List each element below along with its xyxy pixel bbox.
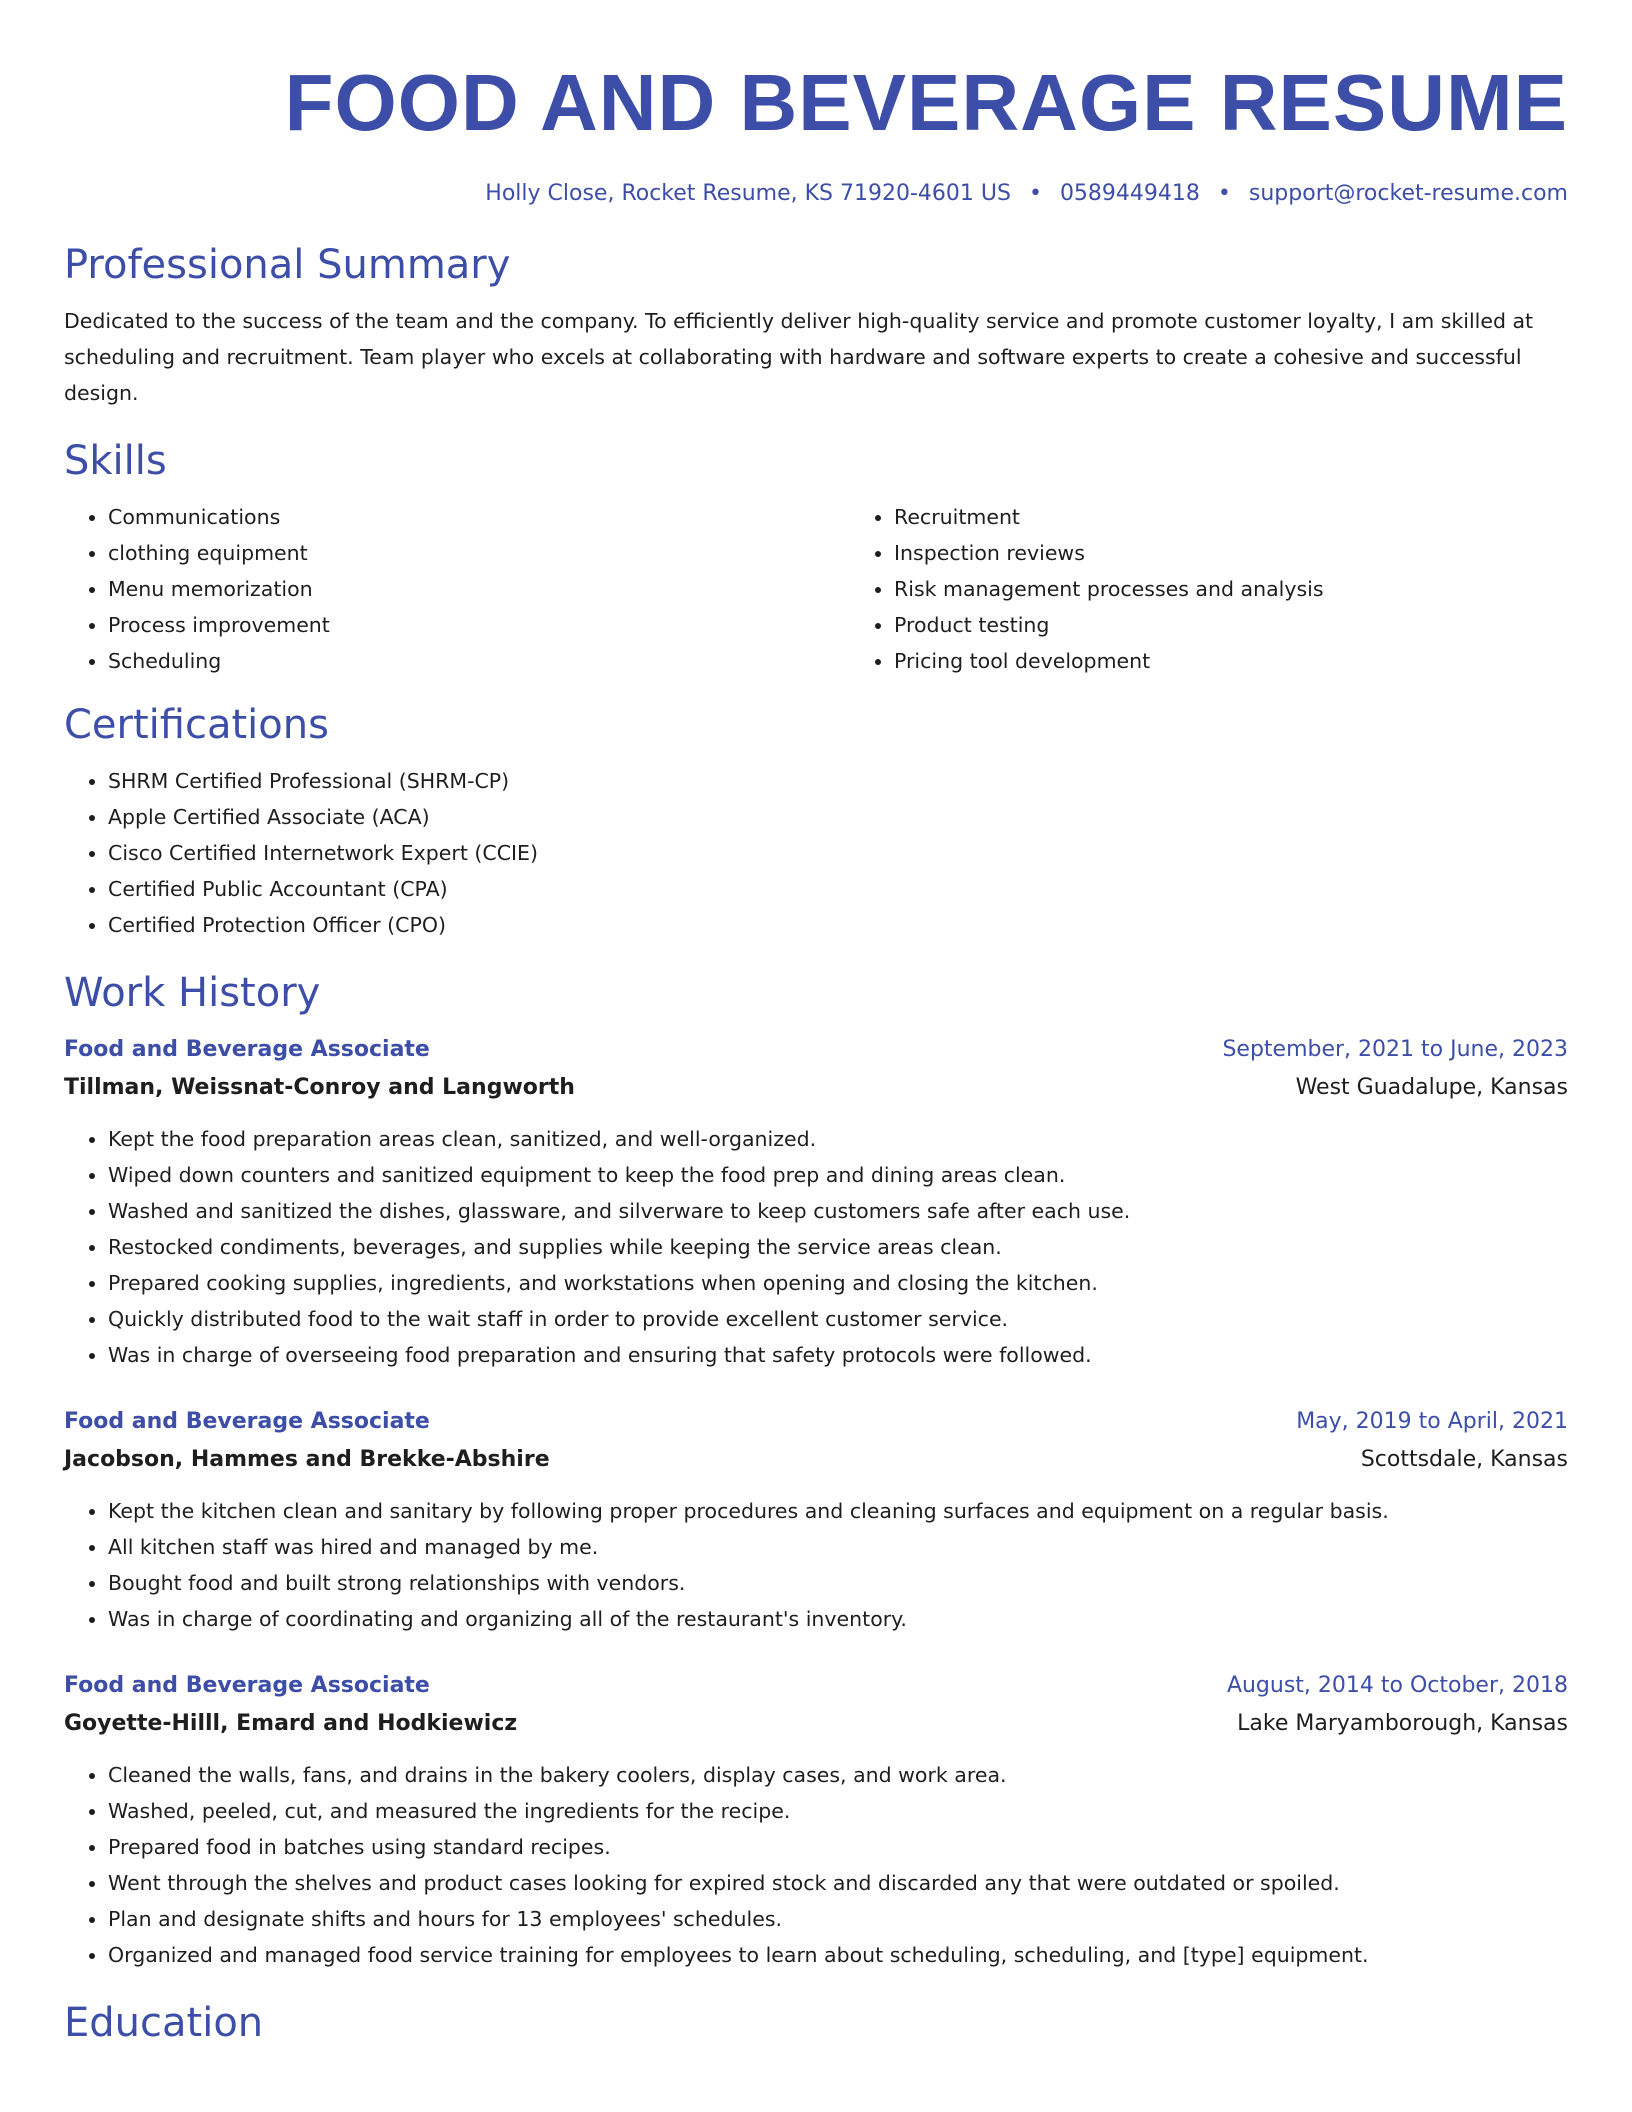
job-bullets (64, 1757, 1568, 1973)
skill-item: • Menu memorization (108, 571, 850, 607)
job-company: Goyette-Hilll, Emard and Hodkiewicz (64, 1711, 518, 1737)
job-subheader (64, 1441, 1568, 1479)
job-bullet: • Went through the shelves and product cases looking for expired stock and discarded any that were outdated or spoiled. (108, 1865, 1568, 1901)
skills-list-left (64, 499, 850, 679)
job-subheader (64, 1705, 1568, 1743)
contact-email: support@rocket-resume.com (1248, 181, 1568, 206)
job-title: Food and Beverage Associate (64, 1037, 430, 1063)
job-bullet: • Prepared food in batches using standard recipes. (108, 1829, 1568, 1865)
work-history-heading: Work History (64, 970, 321, 1017)
certification-item: • SHRM Certified Professional (SHRM-CP) (108, 763, 1568, 799)
job-bullets (64, 1493, 1568, 1637)
job-subheader (64, 1069, 1568, 1107)
job-bullets (64, 1121, 1568, 1373)
certifications-list (64, 763, 1568, 943)
job-bullet: • Was in charge of overseeing food preparation and ensuring that safety protocols were followed. (108, 1337, 1568, 1373)
skill-item: • Inspection reviews (894, 535, 1324, 571)
job-dates: May, 2019 to April, 2021 (1296, 1409, 1568, 1435)
job-header (64, 1031, 1568, 1069)
skill-item: • Scheduling (108, 643, 850, 679)
job-bullet: • Washed and sanitized the dishes, glassware, and silverware to keep customers safe after each use. (108, 1193, 1568, 1229)
job-entry (64, 1403, 1568, 1637)
job-bullet: • Was in charge of coordinating and organizing all of the restaurant's inventory. (108, 1601, 1568, 1637)
certification-item: • Apple Certified Associate (ACA) (108, 799, 1568, 835)
job-title: Food and Beverage Associate (64, 1409, 430, 1435)
summary-text: Dedicated to the success of the team and the company. To efficiently deliver high-quality service and promote customer loyalty, I am skilled at scheduling and recruitment. Team player who excels at collaborating with hardware and software experts to create a cohesive and successful design. (64, 309, 1534, 406)
job-bullet: • Bought food and built strong relationships with vendors. (108, 1565, 1568, 1601)
job-dates: September, 2021 to June, 2023 (1222, 1037, 1568, 1063)
certifications-heading: Certifications (64, 702, 329, 749)
skill-item: • Risk management processes and analysis (894, 571, 1324, 607)
skills-list-right (850, 499, 1324, 679)
job-dates: August, 2014 to October, 2018 (1226, 1673, 1568, 1699)
skill-item: • Process improvement (108, 607, 850, 643)
contact-separator: • (1217, 181, 1231, 206)
job-header (64, 1667, 1568, 1705)
skills-section (64, 499, 1568, 679)
contact-address: Holly Close, Rocket Resume, KS 71920-4601 US (485, 181, 1011, 206)
skill-item: • Pricing tool development (894, 643, 1324, 679)
job-bullet: • All kitchen staff was hired and managed by me. (108, 1529, 1568, 1565)
job-bullet: • Restocked condiments, beverages, and supplies while keeping the service areas clean. (108, 1229, 1568, 1265)
job-location: West Guadalupe, Kansas (1295, 1075, 1568, 1101)
job-bullet: • Quickly distributed food to the wait staff in order to provide excellent customer service. (108, 1301, 1568, 1337)
job-entry (64, 1667, 1568, 1973)
skill-item: • Product testing (894, 607, 1324, 643)
job-company: Jacobson, Hammes and Brekke-Abshire (64, 1447, 550, 1473)
summary-heading: Professional Summary (64, 242, 511, 289)
resume-title: FOOD AND BEVERAGE RESUME (284, 58, 1568, 147)
skill-item: • Recruitment (894, 499, 1324, 535)
job-title: Food and Beverage Associate (64, 1673, 430, 1699)
skills-heading: Skills (64, 438, 167, 485)
job-bullet: • Kept the food preparation areas clean, sanitized, and well-organized. (108, 1121, 1568, 1157)
contact-line (64, 181, 1568, 207)
skill-item: • Communications (108, 499, 850, 535)
certification-item: • Cisco Certified Internetwork Expert (CCIE) (108, 835, 1568, 871)
job-company: Tillman, Weissnat-Conroy and Langworth (64, 1075, 575, 1101)
job-bullet: • Organized and managed food service training for employees to learn about scheduling, scheduling, and [type] equipment. (108, 1937, 1568, 1973)
education-heading: Education (64, 2000, 264, 2047)
certification-item: • Certified Protection Officer (CPO) (108, 907, 1568, 943)
skill-item: • clothing equipment (108, 535, 850, 571)
certification-item: • Certified Public Accountant (CPA) (108, 871, 1568, 907)
job-bullet: • Prepared cooking supplies, ingredients, and workstations when opening and closing the kitchen. (108, 1265, 1568, 1301)
job-location: Lake Maryamborough, Kansas (1237, 1711, 1568, 1737)
job-bullet: • Wiped down counters and sanitized equipment to keep the food prep and dining areas clean. (108, 1157, 1568, 1193)
job-entry (64, 1031, 1568, 1373)
job-bullet: • Plan and designate shifts and hours for 13 employees' schedules. (108, 1901, 1568, 1937)
contact-phone: 0589449418 (1059, 181, 1200, 206)
job-bullet: • Cleaned the walls, fans, and drains in the bakery coolers, display cases, and work area. (108, 1757, 1568, 1793)
contact-separator: • (1028, 181, 1042, 206)
job-bullet: • Kept the kitchen clean and sanitary by following proper procedures and cleaning surfaces and equipment on a regular basis. (108, 1493, 1568, 1529)
job-header (64, 1403, 1568, 1441)
job-bullet: • Washed, peeled, cut, and measured the ingredients for the recipe. (108, 1793, 1568, 1829)
job-location: Scottsdale, Kansas (1360, 1447, 1568, 1473)
